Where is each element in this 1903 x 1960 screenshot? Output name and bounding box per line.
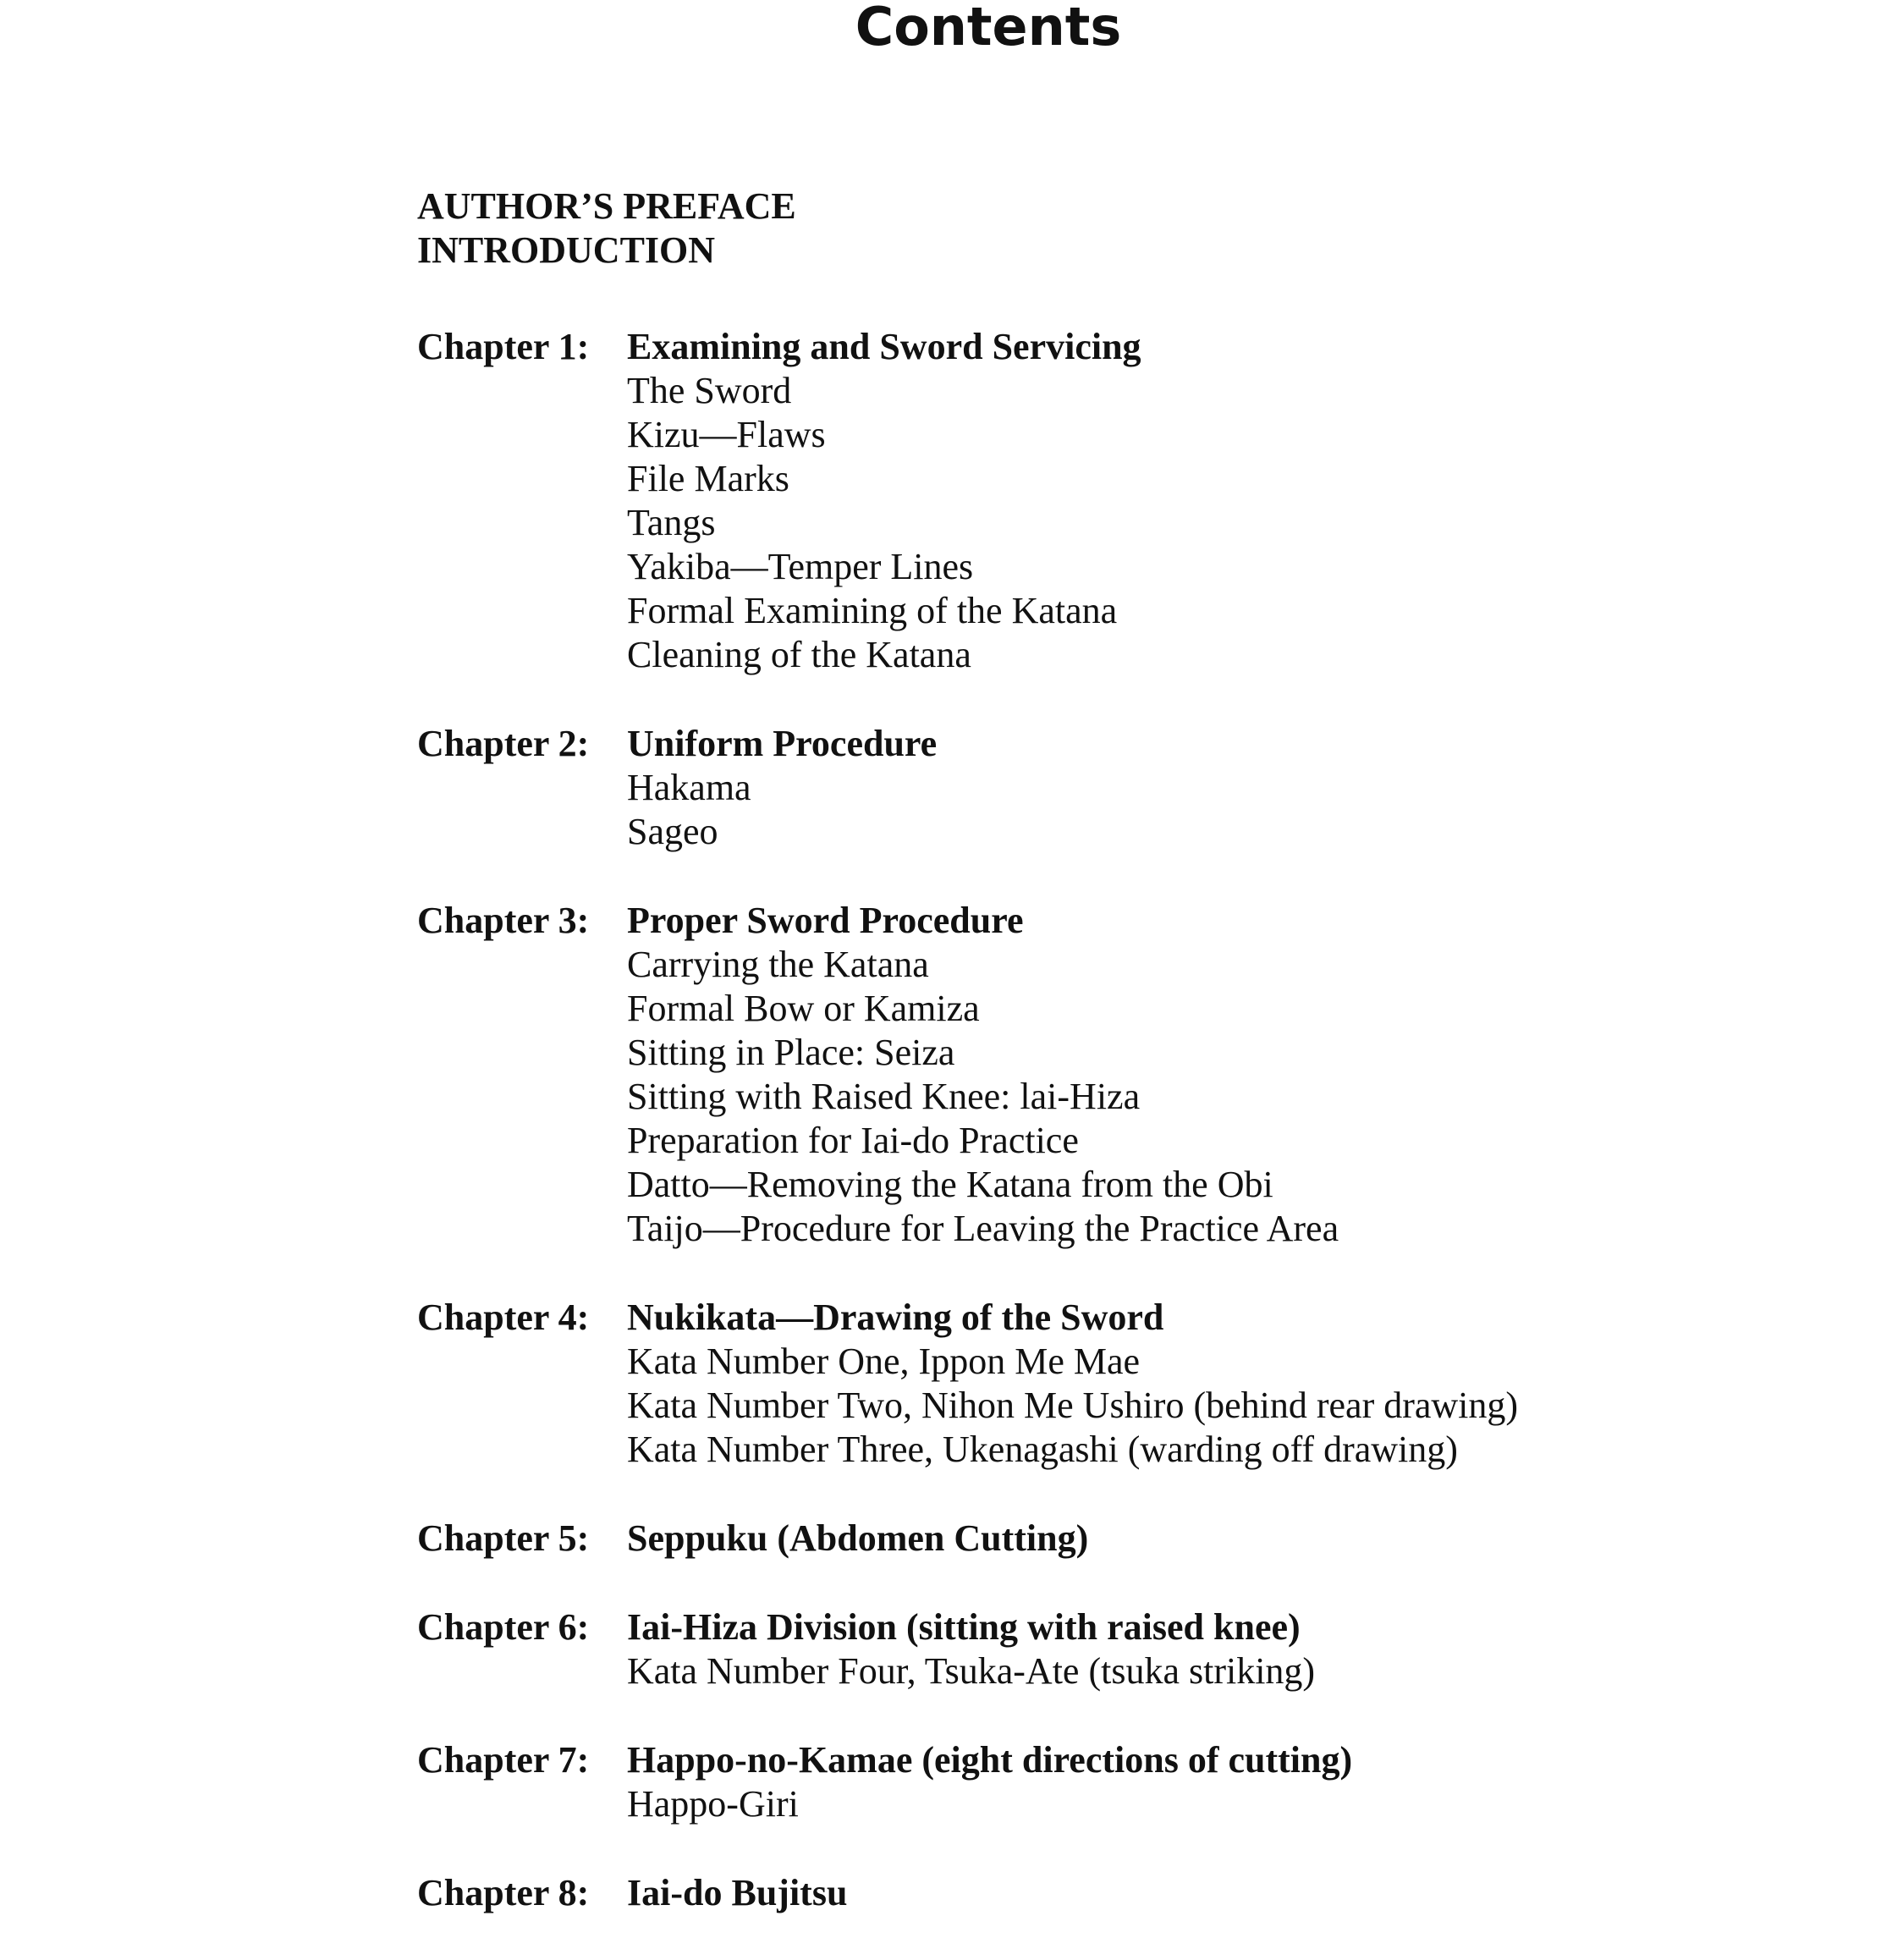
chapter-title: Nukikata—Drawing of the Sword bbox=[627, 1297, 1164, 1338]
section-item: File Marks bbox=[627, 458, 789, 499]
section-item: Tangs bbox=[627, 502, 716, 543]
section-item: Cleaning of the Katana bbox=[627, 634, 971, 675]
front-matter-list bbox=[417, 184, 1873, 273]
chapter-title: Uniform Procedure bbox=[627, 723, 938, 764]
chapter-body bbox=[627, 722, 1873, 854]
chapter-list bbox=[417, 325, 1873, 1915]
section-list bbox=[627, 1340, 1873, 1472]
section-list bbox=[627, 766, 1873, 854]
chapter-number: Chapter 8: bbox=[417, 1872, 590, 1913]
chapter-body bbox=[627, 1738, 1873, 1826]
chapter-number: Chapter 4: bbox=[417, 1297, 590, 1338]
table-of-contents bbox=[417, 184, 1873, 1960]
section-item: Taijo—Procedure for Leaving the Practice Area bbox=[627, 1208, 1339, 1249]
chapter-title: Happo-no-Kamae (eight directions of cutting) bbox=[627, 1739, 1353, 1781]
chapter-body bbox=[627, 899, 1873, 1251]
section-list bbox=[627, 369, 1873, 677]
chapter-title: Examining and Sword Servicing bbox=[627, 326, 1141, 367]
chapter-entry bbox=[417, 1296, 1873, 1472]
chapter-body bbox=[627, 1605, 1873, 1693]
chapter-title: Iai-Hiza Division (sitting with raised knee) bbox=[627, 1606, 1301, 1648]
chapter-entry bbox=[417, 1871, 1873, 1915]
section-list bbox=[627, 943, 1873, 1251]
chapter-body bbox=[627, 325, 1873, 677]
section-item: Kata Number One, Ippon Me Mae bbox=[627, 1341, 1141, 1382]
section-item: Kata Number Four, Tsuka-Ate (tsuka striking) bbox=[627, 1650, 1316, 1692]
section-list bbox=[627, 1649, 1873, 1693]
front-matter-item: AUTHOR’S PREFACE bbox=[417, 185, 796, 227]
section-item: Carrying the Katana bbox=[627, 944, 929, 985]
section-item: Sageo bbox=[627, 811, 718, 852]
section-item: Kata Number Two, Nihon Me Ushiro (behind rear drawing) bbox=[627, 1385, 1519, 1426]
chapter-number: Chapter 1: bbox=[417, 326, 590, 367]
section-item: Yakiba—Temper Lines bbox=[627, 546, 974, 587]
chapter-entry bbox=[417, 1738, 1873, 1826]
chapter-number: Chapter 3: bbox=[417, 900, 590, 941]
section-list bbox=[627, 1782, 1873, 1826]
chapter-title: Seppuku (Abdomen Cutting) bbox=[627, 1517, 1089, 1559]
chapter-entry bbox=[417, 325, 1873, 677]
page-title: Contents bbox=[855, 0, 1122, 58]
section-item: Formal Bow or Kamiza bbox=[627, 988, 980, 1029]
section-item: Sitting in Place: Seiza bbox=[627, 1032, 955, 1073]
chapter-body bbox=[627, 1296, 1873, 1472]
chapter-entry bbox=[417, 1517, 1873, 1561]
section-item: Kata Number Three, Ukenagashi (warding off drawing) bbox=[627, 1429, 1458, 1470]
section-item: Datto—Removing the Katana from the Obi bbox=[627, 1164, 1273, 1205]
section-item: The Sword bbox=[627, 370, 792, 411]
section-item: Happo-Giri bbox=[627, 1783, 799, 1825]
chapter-title: Proper Sword Procedure bbox=[627, 900, 1024, 941]
chapter-number: Chapter 5: bbox=[417, 1517, 590, 1559]
chapter-entry bbox=[417, 722, 1873, 854]
chapter-number: Chapter 7: bbox=[417, 1739, 590, 1781]
chapter-number: Chapter 2: bbox=[417, 723, 590, 764]
section-item: Formal Examining of the Katana bbox=[627, 590, 1118, 631]
chapter-body bbox=[627, 1871, 1873, 1915]
chapter-entry bbox=[417, 899, 1873, 1251]
chapter-title: Iai-do Bujitsu bbox=[627, 1872, 848, 1913]
section-item: Hakama bbox=[627, 767, 751, 808]
chapter-body bbox=[627, 1517, 1873, 1561]
section-item: Preparation for Iai-do Practice bbox=[627, 1120, 1079, 1161]
front-matter-item: INTRODUCTION bbox=[417, 229, 716, 271]
chapter-entry bbox=[417, 1605, 1873, 1693]
section-item: Kizu—Flaws bbox=[627, 414, 826, 455]
chapter-number: Chapter 6: bbox=[417, 1606, 590, 1648]
section-item: Sitting with Raised Knee: lai-Hiza bbox=[627, 1076, 1141, 1117]
